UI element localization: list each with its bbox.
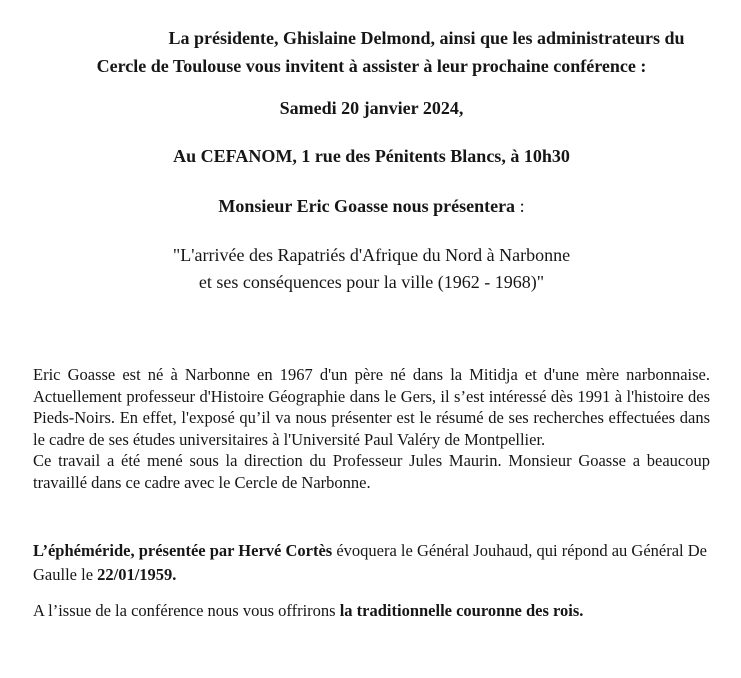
ephemeride-note	[33, 539, 710, 587]
speaker-bio-paragraph-1: Eric Goasse est né à Narbonne en 1967 d'un père né dans la Mitidja et d'une mère narbonnaise. Actuellement professeur d'Histoire Géographie dans le Gers, il s’est intéressé dès 1991 à l'histoire des Pieds-Noirs. En effet, l'exposé qu’il va nous présenter est le résumé de ses recherches effectuées dans le cadre de ses études universitaires à l'Université Paul Valéry de Montpellier.	[33, 365, 710, 449]
ephemeride-intro-bold: L’éphéméride, présentée par Hervé Cortès	[33, 541, 333, 560]
speaker-bio-paragraph-2: Ce travail a été mené sous la direction du Professeur Jules Maurin. Monsieur Goasse a beaucoup travaillé dans ce cadre avec le Cercle de Narbonne.	[33, 451, 710, 492]
event-date-line: Samedi 20 janvier 2024,	[279, 98, 464, 118]
closing-bold-text: la traditionnelle couronne des rois.	[339, 601, 584, 620]
invitation-heading: La présidente, Ghislaine Delmond, ainsi que les administrateurs du Cercle de Toulouse vous invitent à assister à leur prochaine conférence :	[96, 28, 685, 76]
talk-title-line1: "L'arrivée des Rapatriés d'Afrique du Nord à Narbonne	[172, 245, 571, 265]
talk-title	[33, 242, 710, 296]
closing-regular-text: A l’issue de la conférence nous vous offrirons	[33, 601, 340, 620]
talk-title-line2: et ses conséquences pour la ville (1962 - 1968)"	[198, 272, 545, 292]
event-venue-line: Au CEFANOM, 1 rue des Pénitents Blancs, à 10h30	[173, 146, 570, 166]
presenter-name-text: Monsieur Eric Goasse nous présentera	[218, 196, 516, 216]
presenter-line	[33, 192, 710, 220]
ephemeride-body-text: évoquera le Général Jouhaud, qui répond au Général De Gaulle le	[33, 541, 707, 584]
presenter-colon: :	[515, 196, 525, 216]
closing-note	[33, 599, 710, 623]
ephemeride-date-bold: 22/01/1959.	[97, 565, 177, 584]
